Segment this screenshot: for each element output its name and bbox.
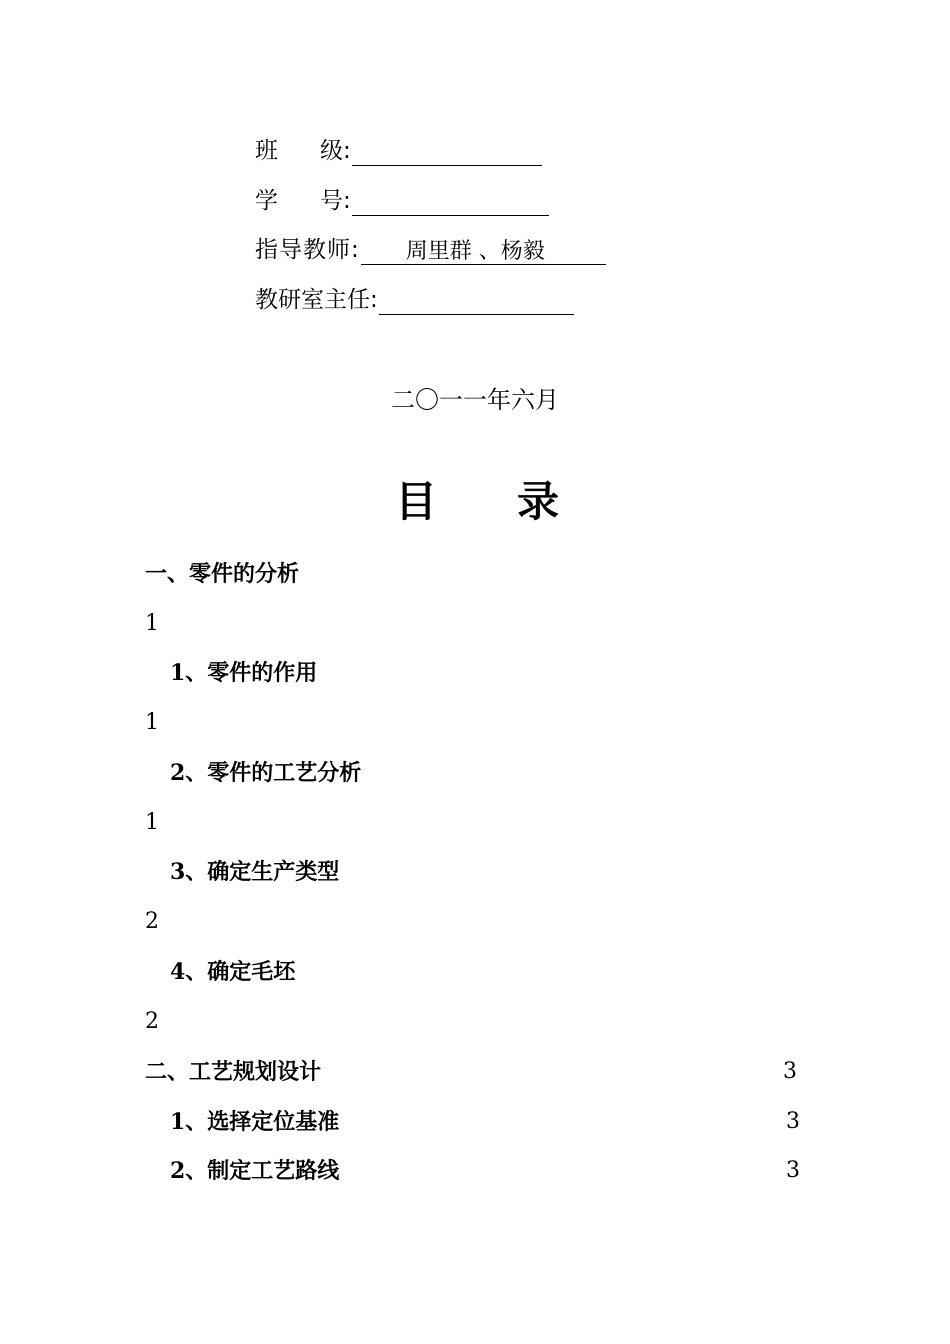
- class-label-suffix: 级:: [320, 138, 351, 164]
- toc-entry-text: 一、零件的分析: [145, 561, 300, 587]
- toc-entry-text: 3、确定生产类型: [170, 859, 340, 885]
- toc-leader-dots: [340, 1156, 785, 1186]
- toc-entry[interactable]: [145, 559, 805, 589]
- toc-entry-page: 2: [145, 909, 159, 934]
- toc-entry-text: 1、选择定位基准: [170, 1109, 340, 1135]
- toc-entry-page: 1: [145, 810, 159, 835]
- toc-entry-page: 1: [145, 710, 159, 735]
- class-label: 班: [255, 138, 278, 164]
- toc-entry[interactable]: [170, 758, 805, 788]
- toc-entry-text: 4、确定毛坯: [170, 959, 296, 985]
- toc-entry-page: 2: [145, 1009, 159, 1034]
- toc-title-part1: 目: [394, 477, 437, 526]
- toc-entry-text: 二、工艺规划设计: [145, 1059, 322, 1085]
- toc-title: [0, 476, 950, 528]
- student-no-field: [255, 186, 549, 216]
- toc-leader-dots: [340, 857, 804, 887]
- toc-entry[interactable]: [170, 1156, 800, 1186]
- student-no-label-suffix: 号:: [320, 188, 351, 214]
- toc-entry-text: 2、零件的工艺分析: [170, 760, 362, 786]
- toc-entry[interactable]: [170, 658, 805, 688]
- toc-entry-page: 3: [783, 1059, 797, 1084]
- toc-entry-text: 1、零件的作用: [170, 660, 318, 686]
- student-no-label: 学: [255, 188, 278, 214]
- advisor-blank: [361, 240, 606, 265]
- advisor-label: 指导教师:: [255, 237, 360, 263]
- director-field: [255, 285, 574, 315]
- toc-leader-dots: [322, 1057, 782, 1087]
- toc-entry[interactable]: [170, 1107, 800, 1137]
- class-field: [255, 136, 542, 166]
- toc-leader-dots: [340, 1107, 785, 1137]
- toc-leader-dots: [318, 658, 804, 688]
- advisor-field: [255, 235, 606, 265]
- toc-title-part2: 录: [517, 477, 560, 526]
- class-blank: [352, 141, 542, 166]
- toc-entry-page: 3: [786, 1158, 800, 1183]
- toc-entry[interactable]: [170, 957, 805, 987]
- student-no-blank: [352, 191, 549, 216]
- director-blank: [379, 290, 574, 315]
- toc-entry-text: 2、制定工艺路线: [170, 1158, 340, 1184]
- cover-date: 二〇一一年六月: [391, 386, 559, 414]
- director-label: 教研室主任:: [255, 287, 378, 313]
- toc-entry[interactable]: [145, 1057, 797, 1087]
- toc-leader-dots: [296, 957, 804, 987]
- advisor-value: 周里群 、杨毅: [405, 239, 545, 264]
- toc-entry-page: 1: [145, 611, 159, 636]
- toc-leader-dots: [362, 758, 804, 788]
- toc-entry-page: 3: [786, 1109, 800, 1134]
- toc-entry[interactable]: [170, 857, 805, 887]
- toc-leader-dots: [300, 559, 804, 589]
